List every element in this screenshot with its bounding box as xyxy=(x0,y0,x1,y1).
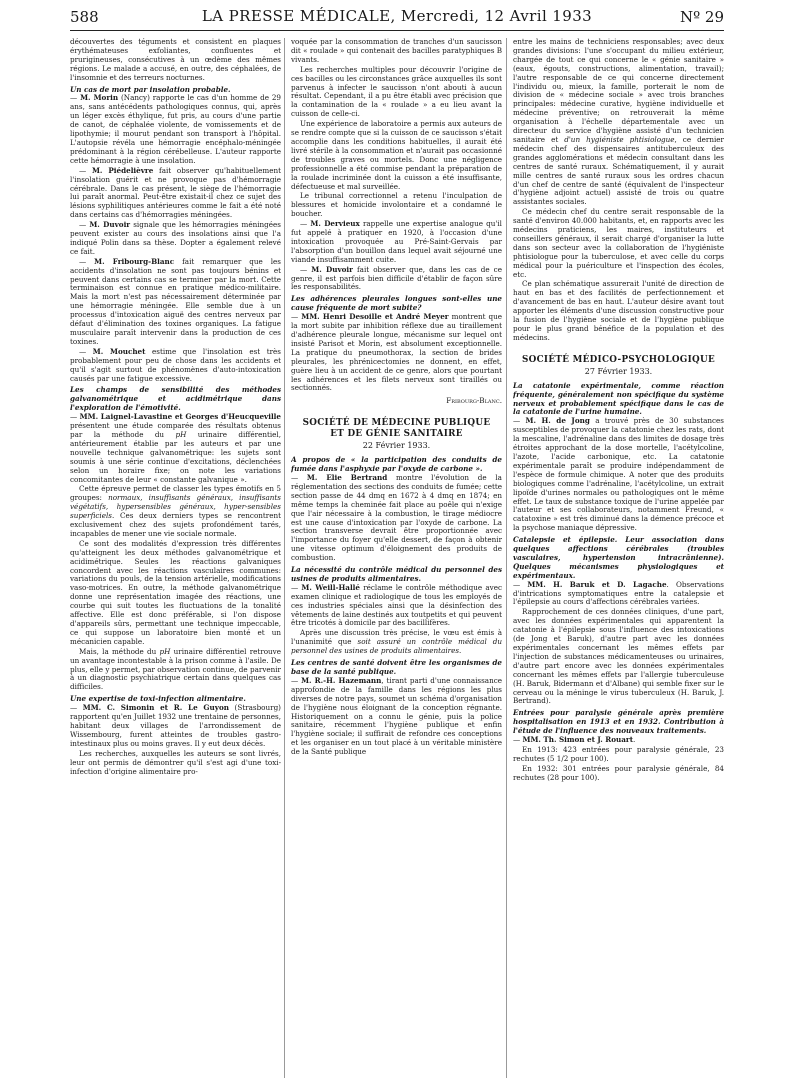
paragraph-text: , tirant parti d'une connaissance approfondie de la famille dans les régions les plus diverses de notre pays, soumet un schéma d'organisation de l'hygiène nous éloignant de la conception régnante. Historiquement on a connu le génie, puis la police sanitaire, récemment l'hygiène publique et enfin l'hygiène sociale; il suffirait de refondre ces conceptions et les organiser en un tout placé à un véritable ministère de la Santé publique xyxy=(291,675,502,757)
paragraph-text: urinaire différentiel retrouve un avantage incontestable à la prison comme à l'asile. De plus, elle y permet, par observation continue, de parvenir à un diagnostic psychiatrique certain dans quelques cas difficiles. xyxy=(70,646,281,692)
author-name: M. Dervieux xyxy=(310,219,360,229)
communication-title: Catalepsie et épilepsie. Leur association dans quelques affections cérébrales (troubles vasculaires, hypertension intracrânienne). Quelques mécanismes physiologiques et expérimentaux. xyxy=(513,535,724,580)
paragraph-text: réclame le contrôle méthodique avec examen clinique et radiologique de tous les employés de ces industries spéciales ainsi que la désinfection des vêtements de laine destinés aux toutpetits et qui peuvent être tricotés à domicile par des bacillifères. xyxy=(291,582,502,628)
paragraph-text: fait remarquer que les accidents d'insolation ne sont pas toujours bénins et peuvent dans certains cas se terminer par la mort. Cette terminaison est connue en pratique médico-militaire. Mais la mort n'est pas nécessairement déterminée par une hémorragie méningée. Elle semble due à un processus d'intoxication aiguë des centres nerveux par défaut d'élimination des toxines organiques. La fatigue musculaire paraît intervenir dans la production de ces toxines. xyxy=(70,256,281,346)
paragraph-text: fait observer que, dans les cas de ce genre, il est parfois bien difficile d'établir de façon sûre les responsabilités. xyxy=(291,264,502,292)
paragraph: — M. Fribourg-Blanc fait remarquer que les accidents d'insolation ne sont pas toujours bénins et peuvent dans certains cas se terminer par la mort. Cette terminaison est connue en pratique médico-militaire. Mais la mort n'est pas nécessairement déterminée par une hémorragie méningée. Elle semble due à un processus d'intoxication aiguë des centres nerveux par défaut d'élimination des toxines organiques. La fatigue musculaire paraît intervenir dans la production de ces toxines. xyxy=(70,256,281,346)
paragraph: — M. Dervieux rappelle une expertise analogue qu'il fut appelé à pratiquer en 1920, à l'occasion d'une intoxication provoquée au Pré-Saint-Gervais par l'absorption d'un bouillon dans lequel avait séjourné une viande insuffisamment cuite. xyxy=(291,219,502,264)
section-date: 27 Février 1933. xyxy=(584,366,653,376)
author-name: M. Duvoir xyxy=(311,264,353,274)
paragraph: En 1932: 301 entrées pour paralysie générale, 84 rechutes (28 pour 100). xyxy=(513,763,724,782)
author-name: M. Mouchet xyxy=(92,346,146,356)
communication-title: La nécessité du contrôle médical du personnel des usines de produits alimentaires. xyxy=(291,565,502,583)
paragraph: — M. Elie Bertrand montre l'évolution de la réglementation des sections des conduits de fumée; cette section passe de 44 dmq en 1672 à 4 dmq en 1874; en même temps la cheminée fait place au poêle qui n'exige que l'air nécessaire à la combustion, le tirage médiocre est une cause d'intoxication par l'oxyde de carbone. La section transverse devrait être proportionnée avec l'importance du foyer qu'elle dessert, de façon à obtenir une vitesse optimum d'éloignement des produits de combustion. xyxy=(291,472,502,563)
paragraph-text: Mais, la méthode du xyxy=(79,646,157,656)
paragraph xyxy=(291,629,502,656)
paragraph: En 1913: 423 entrées pour paralysie générale, 23 rechutes (5 1/2 pour 100). xyxy=(513,744,724,763)
page-header xyxy=(70,6,724,30)
paragraph: Une expérience de laboratoire a permis aux auteurs de se rendre compte que si la cuisson de ce saucisson s'était accomplie dans les conditions habituelles, il aurait été livré stérile à la consommation et n'aurait pas occasionné de troubles graves ou mortels. Donc une négligence professionnelle a été commise pendant la préparation de la roulade incriminée dont la cuisson a été insuffisante, défectueuse et mal surveillée. xyxy=(291,119,502,191)
communication-title: Entrées pour paralysie générale après première hospitalisation en 1913 et en 1932. Contribution à l'étude de l'influence des nouveaux traitements. xyxy=(513,708,724,736)
paragraph: Les recherches multiples pour découvrir l'origine de ces bacilles ou les circonstances grâce auxquelles ils sont parvenus à infecter le saucisson n'ont abouti à aucun résultat. Cependant, il a pu être établi avec précision que la contamination de la « roulade » a eu lieu avant la cuisson de celle-ci. xyxy=(291,64,502,119)
communication-title: La catatonie expérimentale, comme réaction fréquente, généralement non spécifique du système nerveux et probablement spécifique dans le cas de la catatonie de l'urine humaine. xyxy=(513,380,724,417)
header-rule xyxy=(70,30,724,31)
paragraph: Ce plan schématique assurerait l'unité de direction de haut en bas et des facilités de perfectionnement et d'avancement de bas en haut. L'auteur désire avant tout apporter les éléments d'une discussion constructive pour la fusion de l'hygiène sociale et de l'hygiène publique pour le plus grand bénéfice de la population et des médecins. xyxy=(513,279,724,342)
journal-title: LA PRESSE MÉDICALE, Mercredi, 12 Avril 1933 xyxy=(201,7,593,25)
emphasis: normaux, insuffisants généraux, insuffisants végétatifs, hypersensibles généraux, hyper-sensibles superficiels. xyxy=(70,493,281,521)
paragraph-text: Après une discussion très précise, le vœu est émis à l'unanimité que xyxy=(291,628,502,647)
paragraph-text: Cette épreuve permet de classer les types émotifs en 5 groupes: xyxy=(70,484,281,503)
emphasis: d'un hygiéniste phtisiologue xyxy=(564,134,675,144)
paragraph: — M. Piédelièvre fait observer qu'habituellement l'insolation guérit et ne provoque pas d'hémorragie cérébrale. Dans le cas présent, le siège de l'hémorragie lui paraît anormal. Peut-être existait-il chez ce sujet des lésions syphilitiques antérieures comme le fait a été noté dans certains cas d'hémorragies méningées. xyxy=(70,165,281,220)
paragraph: — MM. C. Simonin et R. Le Guyon (Strasbourg) rapportent qu'en Juillet 1932 une trentaine de personnes, habitant deux villages de l'arrondissement de Wissembourg, furent atteintes de troubles gastro-intestinaux plus ou moins graves. Il y eut deux décès. xyxy=(70,703,281,748)
paragraph-text: rappelle une expertise analogue qu'il fut appelé à pratiquer en 1920, à l'occasion d'une intoxication provoquée au Pré-Saint-Gervais par l'absorption d'un bouillon dans lequel avait séjourné une viande insuffisamment cuite. xyxy=(291,219,502,264)
paragraph-text: a trouvé près de 30 substances susceptibles de provoquer la catatonie chez les rats, dont la mescaline, l'adrénaline dans des limites de dosage très étroites approchant de la dose mortelle, l'acétylcoline, l'azote, l'acide carbonique, etc. La catatonie expérimentale paraît se produire indépendamment de l'espèce de formule chimique. A noter que des produits biologiques comme l'adrénaline, l'acétylcoline, un extrait lipoïde d'urines normales ou pathologiques ont le même effet. Le taux de substance toxique de l'urine appelée par l'auteur et ses collaborateurs, notamment Freund, « catatoxine » est très diminué dans la démence précoce et la psychose maniaque dépressive. xyxy=(513,416,724,533)
author-name: M. H. de Jong xyxy=(525,416,590,426)
paragraph-text: montre l'évolution de la réglementation des sections des conduits de fumée; cette section passe de 44 dmq en 1672 à 4 dmq en 1874; en même temps la cheminée fait place au poêle qui n'exige que l'air nécessaire à la combustion, le tirage médiocre est une cause d'intoxication par l'oxyde de carbone. La section transverse devrait être proportionnée avec l'importance du foyer qu'elle dessert, de façon à obtenir une vitesse optimum d'éloignement des produits de combustion. xyxy=(291,472,502,563)
author-name: MM. Laignel-Lavastine et Georges d'Heucqueville xyxy=(79,412,281,422)
paragraph-text: présentent une étude comparée des résultats obtenus par la méthode du xyxy=(70,421,281,439)
communication-title: A propos de « la participation des conduits de fumée dans l'asphyxie par l'oxyde de carbone ». xyxy=(291,455,502,474)
paragraph xyxy=(70,648,281,693)
column-left xyxy=(70,38,281,1078)
paragraph: voquée par la consommation de tranches d'un saucisson dit « roulade » qui contenait des bacilles paratyphiques B vivants. xyxy=(291,38,502,64)
column-divider xyxy=(506,38,507,1078)
paragraph-text: urinaire différentiel, antérieurement établie par les auteurs et par une nouvelle technique galvanométrique: les sujets sont soumis à une série continue d'excitations, déclenchées selon un horaire fixe; on note les variations concomitantes de leur « constante galvanique ». xyxy=(70,429,281,484)
author-name: M. Duvoir xyxy=(89,220,131,230)
section-heading: SOCIÉTÉ MÉDICO-PSYCHOLOGIQUE xyxy=(522,354,715,365)
paragraph: — MM. H. Baruk et D. Lagache. Observations d'intrications symptomatiques entre la catalepsie et l'épilepsie au cours d'affections cérébrales variées. xyxy=(513,579,724,607)
column-right xyxy=(513,38,724,1078)
ph-term: pH xyxy=(175,429,187,439)
paragraph: Rapprochement de ces données cliniques, d'une part, avec les données expérimentales qui apparentent la catatonie à l'épilepsie sous l'influence des intoxications (de Jong et Baruk), d'autre part avec les données expérimentales concernant les mêmes effets par l'injection de substances médicamenteuses ou urinaires, d'autre part encore avec les données expérimentales concernant les mêmes effets par l'allergie tuberculeuse (H. Baruk, Bidermann et d'Albane) qui semble fixer sur le cerveau ou la méninge le virus tuberculeux (H. Baruk, J. Bertrand). xyxy=(513,607,724,706)
communication-title: Les adhérences pleurales longues sont-elles une cause fréquente de mort subite? xyxy=(291,294,502,313)
communication-title: Les champs de sensibilité des méthodes galvanométrique et acidimétrique dans l'exploration de l'émotivité. xyxy=(70,385,281,413)
paragraph-text: estime que l'insolation est très probablement pour peu de chose dans les accidents et qu'il s'agit surtout de phénomènes d'auto-intoxication causés par une fatigue excessive. xyxy=(70,346,281,383)
paragraph: — MM. Henri Desoille et André Meyer montrent que la mort subite par inhibition réflexe due au tiraillement d'adhérence pleurale longue, mécanisme sur lequel ont insisté Parisot et Morin, est absolument exceptionnelle. La pratique du pneumothorax, la section de brides pleurales, les phrénicectomies ne donnent, en effet, guère lieu à un accident de ce genre, alors que pourtant les adhérences et les filets nerveux sont tiraillés ou sectionnés. xyxy=(291,312,502,393)
paragraph: — M. Duvoir signale que les hémorragies méningées peuvent exister au cours des insolations ainsi que l'a indiqué Polin dans sa thèse. Dopter a également relevé ce fait. xyxy=(70,220,281,256)
author-name: M. Weill-Hallé xyxy=(301,582,360,592)
author-name: M. Fribourg-Blanc xyxy=(94,256,175,266)
author-name: MM. H. Baruk et D. Lagache xyxy=(527,579,667,589)
paragraph-text: , ce dernier médecin chef des dispensaires antituberculeux des grandes agglomérations et médecin consultant dans les centres de santé ruraux. Schématiquement, il y aurait mille centres de santé ruraux sous les ordres chacun d'un chef de centre de santé (équivalent de l'inspecteur d'hygiène adjoint actuel) assisté de trois ou quatre assistantes sociales. xyxy=(513,134,724,207)
signature: Fribourg-Blanc. xyxy=(446,396,502,406)
paragraph: — M. H. de Jong a trouvé près de 30 substances susceptibles de provoquer la catatonie chez les rats, dont la mescaline, l'adrénaline dans des limites de dosage très étroites approchant de la dose mortelle, l'acétylcoline, l'azote, l'acide carbonique, etc. La catatonie expérimentale paraît se produire indépendamment de l'espèce de formule chimique. A noter que des produits biologiques comme l'adrénaline, l'acétylcoline, un extrait lipoïde d'urines normales ou pathologiques ont le même effet. Le taux de substance toxique de l'urine appelée par l'auteur et ses collaborateurs, notamment Freund, « catatoxine » est très diminué dans la démence précoce et la psychose maniaque dépressive. xyxy=(513,416,724,533)
paragraph: Ce sont des modalités d'expression très différentes qu'atteignent les deux méthodes galvanométrique et acidimétrique. Seules les réactions galvaniques concordent avec les réactions vasculaires communes: variations du pouls, de la tension artérielle, modifications vaso-motrices. En outre, la méthode galvanométrique donne une représentation imagée des réactions, une courbe qui suit toutes les fluctuations de la tonalité affective. Elle est donc préférable, si l'on dispose d'appareils sûrs, permettant une technique impeccable, ce qui suppose un laboratoire bien monté et un mécanicien capable. xyxy=(70,538,281,646)
communication-title: Les centres de santé doivent être les organismes de base de la santé publique. xyxy=(291,658,502,676)
paragraph-text: Ces deux derniers types se rencontrent exclusivement chez des sujets profondément tarés, incapables de mener une vie sociale normale. xyxy=(70,511,281,538)
author-name: M. R.-H. Hazemann xyxy=(301,675,382,685)
paragraph-text: . Observations d'intrications symptomatiques entre la catalepsie et l'épilepsie au cours d'affections cérébrales variées. xyxy=(513,579,724,607)
author-name: M. Morin xyxy=(80,93,119,103)
section-heading xyxy=(291,418,502,440)
paragraph-text: (Strasbourg) rapportent qu'en Juillet 1932 une trentaine de personnes, habitant deux villages de l'arrondissement de Wissembourg, furent atteintes de troubles gastro-intestinaux plus ou moins graves. Il y eut deux décès. xyxy=(70,703,281,748)
paragraph: — M. R.-H. Hazemann, tirant parti d'une connaissance approfondie de la famille dans les régions les plus diverses de notre pays, soumet un schéma d'organisation de l'hygiène nous éloignant de la conception régnante. Historiquement on a connu le génie, puis la police sanitaire, récemment l'hygiène publique et enfin l'hygiène sociale; il suffirait de refondre ces conceptions et les organiser en un tout placé à un véritable ministère de la Santé publique xyxy=(291,675,502,757)
ph-term: pH xyxy=(159,646,171,656)
column-middle xyxy=(291,38,502,1078)
column-divider xyxy=(284,38,285,1078)
paragraph-text: fait observer qu'habituellement l'insolation guérit et ne provoque pas d'hémorragie cérébrale. Dans le cas présent, le siège de l'hémorragie lui paraît anormal. Peut-être existait-il chez ce sujet des lésions syphilitiques antérieures comme le fait a été noté dans certains cas d'hémorragies méningées. xyxy=(70,165,281,220)
paragraph xyxy=(513,38,724,207)
paragraph: — M. Weill-Hallé réclame le contrôle méthodique avec examen clinique et radiologique de tous les employés de ces industries spéciales ainsi que la désinfection des vêtements de laine destinés aux toutpetits et qui peuvent être tricotés à domicile par des bacillifères. xyxy=(291,582,502,628)
paragraph: Le tribunal correctionnel a retenu l'inculpation de blessures et homicide involontaire et a condamné le boucher. xyxy=(291,191,502,219)
section-title-line: SOCIÉTÉ DE MÉDECINE PUBLIQUE xyxy=(302,418,491,429)
communication-title: Une expertise de toxi-infection alimentaire. xyxy=(70,694,246,704)
communication-title: Un cas de mort par insolation probable. xyxy=(70,84,231,94)
author-name: MM. Henri Desoille et André Meyer xyxy=(301,312,449,322)
author-name: MM. Th. Simon et J. Rouart xyxy=(522,735,634,745)
paragraph-text: signale que les hémorragies méningées peuvent exister au cours des insolations ainsi que l'a indiqué Polin dans sa thèse. Dopter a également relevé ce fait. xyxy=(70,220,281,256)
paragraph: Ce médecin chef du centre serait responsable de la santé d'environ 40.000 habitants, et, en rapports avec les médecins praticiens, les maires, instituteurs et conseillers généraux, il serait chargé d'organiser la lutte dans son secteur avec la collaboration de l'hygiéniste phtisiologue pour la tuberculose, et avec celle du corps médical pour la puériculture et l'inspection des écoles, etc. xyxy=(513,207,724,279)
emphasis: soit assuré un contrôle médical du personnel des usines de produits alimentaires. xyxy=(291,637,502,656)
paragraph: — MM. Laignel-Lavastine et Georges d'Heucqueville présentent une étude comparée des résultats obtenus par la méthode du pH urinaire différentiel, antérieurement établie par les auteurs et par une nouvelle technique galvanométrique: les sujets sont soumis à une série continue d'excitations, déclenchées selon un horaire fixe; on note les variations concomitantes de leur « constante galvanique ». xyxy=(70,412,281,484)
paragraph-text: montrent que la mort subite par inhibition réflexe due au tiraillement d'adhérence pleurale longue, mécanisme sur lequel ont insisté Parisot et Morin, est absolument exceptionnelle. La pratique du pneumothorax, la section de brides pleurales, les phrénicectomies ne donnent, en effet, guère lieu à un accident de ce genre, alors que pourtant les adhérences et les filets nerveux sont tiraillés ou sectionnés. xyxy=(291,312,502,393)
issue-number: Nº 29 xyxy=(679,8,724,26)
paragraph: — M. Mouchet estime que l'insolation est très probablement pour peu de chose dans les accidents et qu'il s'agit surtout de phénomènes d'auto-intoxication causés par une fatigue excessive. xyxy=(70,346,281,383)
author-name: M. Piédelièvre xyxy=(91,165,154,175)
page-number: 588 xyxy=(70,8,99,26)
paragraph: — M. Duvoir fait observer que, dans les cas de ce genre, il est parfois bien difficile d'établir de façon sûre les responsabilités. xyxy=(291,264,502,292)
paragraph: Les recherches, auxquelles les auteurs se sont livrés, leur ont permis de démontrer qu'il s'est agi d'une toxi-infection d'origine alimentaire pro- xyxy=(70,748,281,776)
paragraph: découvertes des téguments et consistent en plaques érythémateuses exfoliantes, confluentes et prurigineuses, consécutives à un œdème des mêmes régions. Le malade a accusé, en outre, des céphalées, de l'insomnie et des terreurs nocturnes. xyxy=(70,38,281,82)
section-date: 22 Février 1933. xyxy=(362,441,431,451)
author-name: MM. C. Simonin et R. Le Guyon xyxy=(82,703,229,713)
paragraph-text: (Nancy) rapporte le cas d'un homme de 29 ans, sans antécédents pathologiques connus, qui, après un léger excès éthylique, fut pris, au cours d'une partie de canot, de céphalée violente, de vomissements et de lipothymie; il mourut pendant son transport à l'hôpital. L'autopsie révéla une hémorragie encéphalo-méningée prédominant à la région cérébelleuse. L'auteur rapporte cette hémorragie à une insolation. xyxy=(70,93,281,165)
author-name: M. Elie Bertrand xyxy=(306,472,388,482)
paragraph xyxy=(70,485,281,538)
paragraph: — MM. Th. Simon et J. Rouart. xyxy=(513,735,636,745)
paragraph-text: entre les mains de techniciens responsables; avec deux grandes divisions: l'une s'occupant du milieu extérieur, chargée de tout ce qui concerne le « génie sanitaire » (eaux, égouts, constructions, alimentation, travail); l'autre responsable de ce qui concerne directement l'individu ou, mieux, la famille, porterait le nom de division de « médecine sociale » avec trois branches principales: médecine curative, hygiène individuelle et médecine préventive; on retrouverait la même organisation à l'échelle départementale avec un directeur du service d'hygiène assisté d'un technicien sanitaire et xyxy=(513,38,724,144)
paragraph: — M. Morin (Nancy) rapporte le cas d'un homme de 29 ans, sans antécédents pathologiques connus, qui, après un léger excès éthylique, fut pris, au cours d'une partie de canot, de céphalée violente, de vomissements et de lipothymie; il mourut pendant son transport à l'hôpital. L'autopsie révéla une hémorragie encéphalo-méningée prédominant à la région cérébelleuse. L'auteur rapporte cette hémorragie à une insolation. xyxy=(70,93,281,165)
section-title-line: ET DE GÉNIE SANITAIRE xyxy=(330,429,463,440)
